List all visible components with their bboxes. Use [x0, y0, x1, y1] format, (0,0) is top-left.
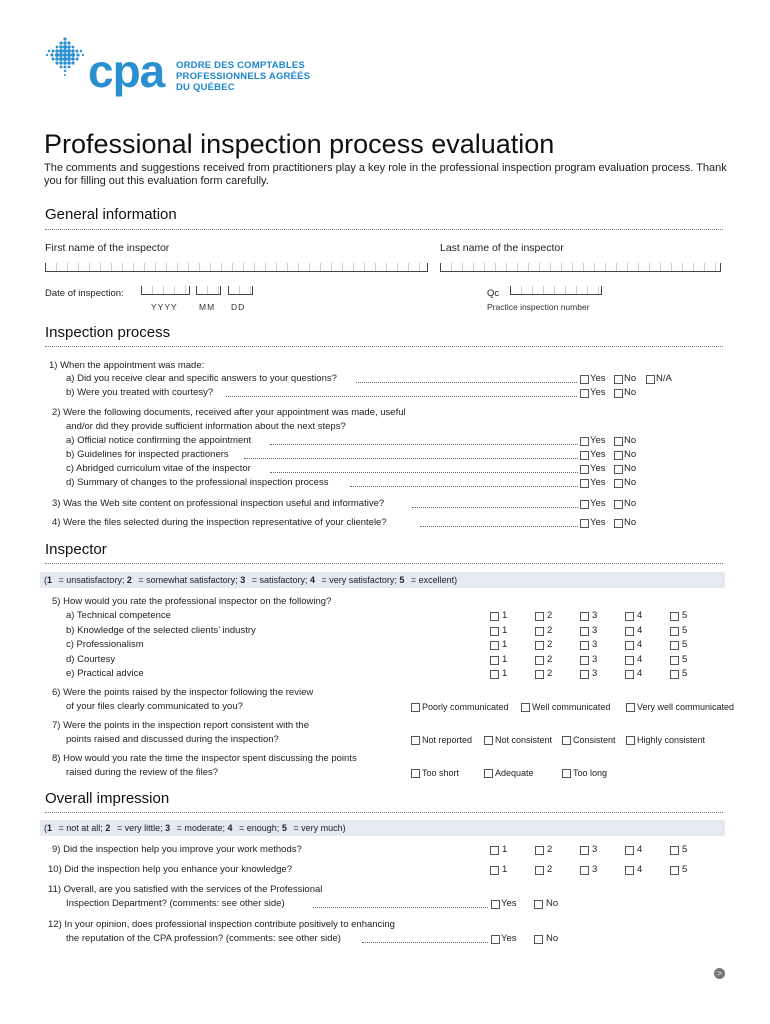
- scale-num: 3: [240, 575, 246, 585]
- date-day-field[interactable]: [228, 286, 253, 295]
- question-2: 2) Were the following documents, received after your appointment was made, useful: [52, 407, 406, 418]
- q8-option-checkbox[interactable]: [484, 769, 493, 778]
- question-5-item: d) Courtesy: [66, 653, 116, 665]
- q3-no-label: No: [624, 498, 637, 509]
- leader-dots: [226, 396, 577, 397]
- scale-desc: = satisfactory;: [251, 575, 308, 585]
- question-2d: d) Summary of changes to the professional inspection process: [66, 477, 329, 488]
- q2a-no-label: No: [624, 435, 637, 446]
- org-name-line2: PROFESSIONNELS AGRÉÉS: [176, 71, 311, 82]
- q8-option-checkbox[interactable]: [411, 769, 420, 778]
- scale-desc: = very much): [293, 823, 346, 833]
- q6-option-checkbox[interactable]: [411, 703, 420, 712]
- q1a-na-checkbox[interactable]: [646, 375, 655, 384]
- q5-item-rating-checkbox[interactable]: [490, 656, 499, 665]
- q6-option-checkbox[interactable]: [521, 703, 530, 712]
- q5-item-rating-label: 2: [547, 639, 553, 650]
- q7-option-checkbox[interactable]: [626, 736, 635, 745]
- question-7: 7) Were the points in the inspection report consistent with the: [52, 720, 309, 731]
- year-caption: YYYY: [151, 302, 178, 312]
- question-11: 11) Overall, are you satisfied with the services of the Professional: [48, 884, 323, 895]
- q10-rating-label: 1: [502, 864, 508, 875]
- qc-prefix: Qc: [487, 288, 500, 299]
- scale-desc: = very satisfactory;: [321, 575, 397, 585]
- q5-item-rating-checkbox[interactable]: [490, 670, 499, 679]
- question-9: 9) Did the inspection help you improve your work methods?: [52, 844, 302, 855]
- q1b-yes-label: Yes: [590, 387, 606, 398]
- q5-item-rating-label: 3: [592, 668, 598, 679]
- q5-item-rating-checkbox[interactable]: [670, 612, 679, 621]
- q12-no-label: No: [546, 933, 559, 944]
- q4-yes-checkbox[interactable]: [580, 519, 589, 528]
- question-1a: a) Did you receive clear and specific answers to your questions?: [66, 373, 337, 384]
- scale-num: 4: [310, 575, 316, 585]
- q5-item-rating-checkbox[interactable]: [625, 612, 634, 621]
- scale-desc: = unsatisfactory;: [58, 575, 125, 585]
- q9-rating-checkbox[interactable]: [580, 846, 589, 855]
- leader-dots: [420, 526, 578, 527]
- q6-option-label: Well communicated: [532, 702, 611, 712]
- q5-item-rating-checkbox[interactable]: [670, 656, 679, 665]
- q1a-no-label: No: [624, 373, 637, 384]
- date-year-field[interactable]: [141, 286, 190, 295]
- q9-rating-label: 4: [637, 844, 643, 855]
- first-name-field[interactable]: [45, 263, 428, 272]
- q7-option-label: Not consistent: [495, 735, 553, 745]
- q12-yes-label: Yes: [501, 933, 517, 944]
- q2c-yes-label: Yes: [590, 463, 606, 474]
- scale-num: 3: [165, 823, 171, 833]
- q5-item-rating-label: 2: [547, 624, 553, 636]
- question-5-item: b) Knowledge of the selected clients’ industry: [66, 624, 256, 636]
- question-12: 12) In your opinion, does professional inspection contribute positively to enhancing: [48, 919, 395, 930]
- q7-option-label: Consistent: [573, 735, 616, 745]
- scale-desc: = very little;: [116, 823, 163, 833]
- q4-yes-label: Yes: [590, 517, 606, 528]
- q10-rating-label: 4: [637, 864, 643, 875]
- question-10: 10) Did the inspection help you enhance your knowledge?: [48, 864, 292, 875]
- q2b-no-checkbox[interactable]: [614, 451, 623, 460]
- q4-no-label: No: [624, 517, 637, 528]
- q5-item-rating-label: 3: [592, 624, 598, 636]
- section-overall-heading: Overall impression: [45, 790, 170, 807]
- intro-text: The comments and suggestions received from practitioners play a key role in the professional inspection program evaluation process. Thank you for filling out this evaluation form carefully.: [44, 162, 727, 187]
- question-2-cont: and/or did they provide sufficient information about the next steps?: [66, 421, 346, 432]
- section-general-heading: General information: [45, 206, 177, 223]
- scale-desc: = somewhat satisfactory;: [138, 575, 238, 585]
- q9-rating-checkbox[interactable]: [535, 846, 544, 855]
- q1b-no-label: No: [624, 387, 637, 398]
- q7-option-label: Not reported: [422, 735, 473, 745]
- q6-option-checkbox[interactable]: [626, 703, 635, 712]
- leader-dots: [244, 458, 578, 459]
- question-8-cont: raised during the review of the files?: [66, 767, 219, 778]
- q2a-yes-label: Yes: [590, 435, 606, 446]
- q9-rating-label: 2: [547, 844, 553, 855]
- q5-item-rating-checkbox[interactable]: [535, 656, 544, 665]
- date-month-field[interactable]: [196, 286, 221, 295]
- section-inspector-heading: Inspector: [45, 541, 107, 558]
- q5-item-rating-label: 1: [502, 653, 508, 665]
- q2a-yes-checkbox[interactable]: [580, 437, 589, 446]
- q9-rating-label: 3: [592, 844, 598, 855]
- q7-option-checkbox[interactable]: [562, 736, 571, 745]
- question-2a: a) Official notice confirming the appointment: [66, 435, 252, 446]
- leader-dots: [362, 942, 488, 943]
- q5-item-rating-checkbox[interactable]: [490, 612, 499, 621]
- q2b-yes-checkbox[interactable]: [580, 451, 589, 460]
- logo-maple-dots: [44, 36, 86, 86]
- q5-item-rating-checkbox[interactable]: [535, 670, 544, 679]
- scale-desc: = not at all;: [58, 823, 103, 833]
- q1a-yes-checkbox[interactable]: [580, 375, 589, 384]
- q5-item-rating-label: 1: [502, 639, 508, 650]
- last-name-label: Last name of the inspector: [440, 242, 564, 254]
- section-divider: [45, 563, 723, 564]
- q5-item-rating-checkbox[interactable]: [535, 612, 544, 621]
- q2d-no-label: No: [624, 477, 637, 488]
- q5-item-rating-checkbox[interactable]: [625, 656, 634, 665]
- q10-rating-label: 3: [592, 864, 598, 875]
- q5-item-rating-checkbox[interactable]: [580, 612, 589, 621]
- q5-item-rating-label: 4: [637, 668, 643, 679]
- q5-item-rating-label: 5: [682, 639, 688, 650]
- scale-open: (: [44, 823, 47, 833]
- org-name-line3: DU QUÉBEC: [176, 82, 235, 93]
- q12-no-checkbox[interactable]: [534, 935, 543, 944]
- logo-wordmark: cpa: [88, 45, 165, 97]
- leader-dots: [270, 472, 578, 473]
- scale-num: 1: [47, 575, 53, 585]
- q9-rating-label: 5: [682, 844, 688, 855]
- day-caption: DD: [231, 302, 246, 312]
- leader-dots: [270, 444, 578, 445]
- q5-item-rating-label: 5: [682, 624, 688, 636]
- q2b-no-label: No: [624, 449, 637, 460]
- q8-option-label: Adequate: [495, 768, 534, 778]
- q5-item-rating-checkbox[interactable]: [490, 641, 499, 650]
- section-process-heading: Inspection process: [45, 324, 171, 341]
- question-1b: b) Were you treated with courtesy?: [66, 387, 214, 398]
- scale-num: 5: [399, 575, 405, 585]
- q2b-yes-label: Yes: [590, 449, 606, 460]
- q5-item-rating-checkbox[interactable]: [535, 627, 544, 636]
- q1b-yes-checkbox[interactable]: [580, 389, 589, 398]
- q5-item-rating-checkbox[interactable]: [625, 627, 634, 636]
- q11-no-label: No: [546, 898, 559, 909]
- scale-desc: = moderate;: [176, 823, 225, 833]
- practice-number-field[interactable]: [510, 286, 602, 295]
- q10-rating-checkbox[interactable]: [670, 866, 679, 875]
- leader-dots: [356, 382, 577, 383]
- question-11-cont: Inspection Department? (comments: see other side): [66, 898, 285, 909]
- q10-rating-checkbox[interactable]: [580, 866, 589, 875]
- month-caption: MM: [199, 302, 216, 312]
- q1a-na-label: N/A: [656, 373, 672, 384]
- section-divider: [45, 812, 723, 813]
- leader-dots: [313, 907, 488, 908]
- q5-item-rating-label: 3: [592, 653, 598, 665]
- section-divider: [45, 229, 723, 230]
- last-name-field[interactable]: [440, 263, 721, 272]
- q2d-yes-checkbox[interactable]: [580, 479, 589, 488]
- q2a-no-checkbox[interactable]: [614, 437, 623, 446]
- q5-item-rating-checkbox[interactable]: [535, 641, 544, 650]
- q5-item-rating-checkbox[interactable]: [580, 656, 589, 665]
- q1b-no-checkbox[interactable]: [614, 389, 623, 398]
- q5-item-rating-label: 2: [547, 668, 553, 679]
- q12-yes-checkbox[interactable]: [491, 935, 500, 944]
- q5-item-rating-label: 3: [592, 639, 598, 650]
- q6-option-label: Poorly communicated: [422, 702, 509, 712]
- date-label: Date of inspection:: [45, 288, 124, 299]
- scale-num: 4: [227, 823, 233, 833]
- page-title: Professional inspection process evaluation: [44, 129, 555, 159]
- q2c-yes-checkbox[interactable]: [580, 465, 589, 474]
- scale-desc: = enough;: [239, 823, 280, 833]
- q2d-no-checkbox[interactable]: [614, 479, 623, 488]
- q9-rating-label: 1: [502, 844, 508, 855]
- q8-option-checkbox[interactable]: [562, 769, 571, 778]
- q5-item-rating-checkbox[interactable]: [625, 641, 634, 650]
- q10-rating-checkbox[interactable]: [490, 866, 499, 875]
- q11-yes-label: Yes: [501, 898, 517, 909]
- q5-item-rating-checkbox[interactable]: [580, 641, 589, 650]
- q1a-yes-label: Yes: [590, 373, 606, 384]
- question-3: 3) Was the Web site content on professional inspection useful and informative?: [52, 498, 385, 509]
- question-7-cont: points raised and discussed during the inspection?: [66, 734, 279, 745]
- scale-num: 2: [105, 823, 111, 833]
- q5-item-rating-checkbox[interactable]: [490, 627, 499, 636]
- question-12-cont: the reputation of the CPA profession? (comments: see other side): [66, 933, 341, 944]
- q7-option-label: Highly consistent: [637, 735, 706, 745]
- q3-no-checkbox[interactable]: [614, 500, 623, 509]
- q2d-yes-label: Yes: [590, 477, 606, 488]
- q5-item-rating-label: 1: [502, 624, 508, 636]
- q5-item-rating-label: 1: [502, 610, 508, 621]
- q9-rating-checkbox[interactable]: [625, 846, 634, 855]
- rating-scale-legend: [40, 572, 725, 588]
- q10-rating-checkbox[interactable]: [535, 866, 544, 875]
- q5-item-rating-checkbox[interactable]: [580, 627, 589, 636]
- question-5-item: a) Technical competence: [66, 610, 171, 621]
- q3-yes-label: Yes: [590, 498, 606, 509]
- question-2b: b) Guidelines for inspected practioners: [66, 449, 229, 460]
- section-divider: [45, 346, 723, 347]
- q5-item-rating-checkbox[interactable]: [670, 641, 679, 650]
- question-2c: c) Abridged curriculum vitae of the inspector: [66, 463, 251, 474]
- q8-option-label: Too short: [422, 768, 460, 778]
- org-name: [176, 60, 310, 93]
- scale-open: (: [44, 575, 47, 585]
- q5-item-rating-label: 5: [682, 668, 688, 679]
- next-page-button[interactable]: >: [714, 968, 725, 979]
- q5-item-rating-checkbox[interactable]: [670, 627, 679, 636]
- leader-dots: [412, 507, 578, 508]
- q9-rating-checkbox[interactable]: [490, 846, 499, 855]
- scale-desc: = excellent): [410, 575, 458, 585]
- question-5-item: c) Professionalism: [66, 639, 144, 650]
- practice-number-label: Practice inspection number: [487, 302, 590, 312]
- q6-option-label: Very well communicated: [637, 702, 735, 712]
- q5-item-rating-label: 4: [637, 610, 643, 621]
- q5-item-rating-label: 2: [547, 653, 553, 665]
- q2c-no-label: No: [624, 463, 637, 474]
- q5-item-rating-label: 4: [637, 624, 643, 636]
- question-4: 4) Were the files selected during the inspection representative of your clientele?: [52, 517, 387, 528]
- question-8: 8) How would you rate the time the inspector spent discussing the points: [52, 753, 357, 764]
- q10-rating-label: 5: [682, 864, 688, 875]
- q8-option-label: Too long: [573, 768, 608, 778]
- org-name-line1: ORDRE DES COMPTABLES: [176, 60, 305, 71]
- question-1: 1) When the appointment was made:: [49, 360, 205, 371]
- q5-item-rating-label: 1: [502, 668, 508, 679]
- q5-item-rating-label: 4: [637, 653, 643, 665]
- q4-no-checkbox[interactable]: [614, 519, 623, 528]
- q9-rating-checkbox[interactable]: [670, 846, 679, 855]
- q3-yes-checkbox[interactable]: [580, 500, 589, 509]
- question-5-item: e) Practical advice: [66, 668, 144, 679]
- q5-item-rating-label: 5: [682, 653, 688, 665]
- q7-option-checkbox[interactable]: [484, 736, 493, 745]
- q7-option-checkbox[interactable]: [411, 736, 420, 745]
- q5-item-rating-checkbox[interactable]: [580, 670, 589, 679]
- q5-item-rating-checkbox[interactable]: [625, 670, 634, 679]
- q5-item-rating-label: 5: [682, 610, 688, 621]
- q5-item-rating-label: 4: [637, 639, 643, 650]
- scale-num: 2: [126, 575, 132, 585]
- q1a-no-checkbox[interactable]: [614, 375, 623, 384]
- q5-item-rating-label: 2: [547, 610, 553, 621]
- question-6-cont: of your files clearly communicated to you?: [66, 701, 243, 712]
- question-6: 6) Were the points raised by the inspector following the review: [52, 687, 314, 698]
- q10-rating-checkbox[interactable]: [625, 866, 634, 875]
- rating-scale-legend: [40, 820, 725, 836]
- q5-item-rating-label: 3: [592, 610, 598, 621]
- q2c-no-checkbox[interactable]: [614, 465, 623, 474]
- q11-no-checkbox[interactable]: [534, 900, 543, 909]
- scale-num: 5: [281, 823, 287, 833]
- scale-num: 1: [47, 823, 53, 833]
- q5-item-rating-checkbox[interactable]: [670, 670, 679, 679]
- question-5: 5) How would you rate the professional inspector on the following?: [52, 596, 332, 607]
- first-name-label: First name of the inspector: [45, 242, 170, 254]
- leader-dots: [350, 486, 578, 487]
- q11-yes-checkbox[interactable]: [491, 900, 500, 909]
- q10-rating-label: 2: [547, 864, 553, 875]
